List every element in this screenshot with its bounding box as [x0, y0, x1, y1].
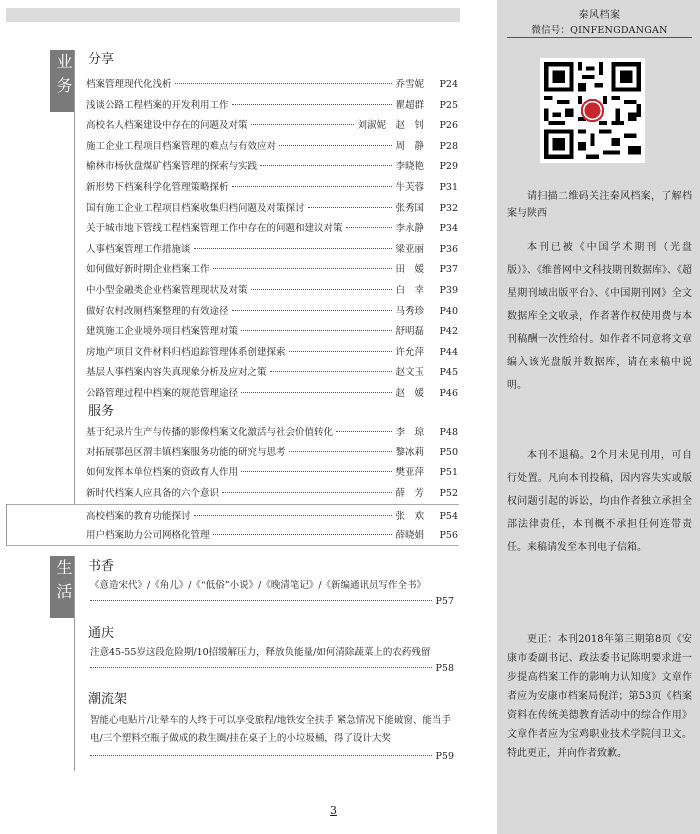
dot-leader — [90, 667, 432, 668]
dot-leader — [251, 124, 355, 125]
dot-leader — [270, 371, 393, 372]
dot-leader — [232, 186, 393, 187]
toc-title: 榆林市杨伙盘煤矿档案管理的探索与实践 — [86, 161, 258, 173]
toc-row[interactable] — [86, 97, 458, 111]
toc-row[interactable] — [86, 303, 458, 317]
toc-author: 薛晓娟 — [395, 530, 424, 541]
chaoliujia-page: P59 — [435, 751, 454, 762]
toc-author: 白 幸 — [395, 285, 424, 296]
magazine-name: 秦风档案 — [578, 10, 621, 21]
toc-row[interactable] — [86, 138, 458, 152]
toc-page: P31 — [439, 182, 458, 193]
dot-leader — [241, 330, 392, 331]
toc-row[interactable] — [86, 444, 458, 458]
heading-fuwu: 服务 — [88, 404, 115, 419]
chaoliujia-entry[interactable] — [90, 712, 454, 766]
dot-leader — [279, 145, 392, 146]
toc-title: 档案管理现代化浅析 — [86, 79, 172, 90]
toc-page: P46 — [439, 388, 458, 399]
toc-title: 国有施工企业工程项目档案收集归档问题及对策探讨 — [86, 202, 305, 214]
toc-row[interactable] — [86, 200, 458, 214]
section-label-life: 生活 — [50, 556, 74, 618]
toc-page: P51 — [439, 467, 458, 478]
toc-row[interactable] — [86, 261, 458, 275]
toc-row[interactable] — [86, 424, 458, 438]
toc-page: P34 — [439, 223, 458, 235]
toc-title: 新时代档案人应具备的六个意识 — [86, 488, 220, 499]
notice-indexing: 本刊已被《中国学术期刊（光盘版）》、《维普网中文科技期刊数据库》、《超星期刊域出版平台》、《中国期刊网》全文数据库全文收录，作者著作权使用费与本刊稿酬一次性给付。如作者不同意将文章编入该光盘版并数据库，请在来稿中说明。 — [507, 242, 692, 391]
toc-author: 樊亚萍 — [395, 467, 424, 478]
box-left-rule — [6, 504, 7, 546]
dot-leader — [90, 600, 432, 601]
shuxiang-entry[interactable] — [90, 578, 454, 610]
toc-title: 浅谈公路工程档案的开发利用工作 — [86, 99, 229, 111]
toc-author: 乔雪妮 — [395, 79, 424, 90]
tongqing-entry[interactable] — [90, 645, 454, 677]
qr-code-icon — [540, 58, 645, 163]
dot-leader — [241, 471, 392, 472]
toc-title: 基层人事档案内容失真现象分析及应对之策 — [86, 367, 267, 379]
toc-title: 用户档案助力公司网格化管理 — [86, 530, 210, 541]
dot-leader — [194, 515, 393, 516]
heading-chaoliujia: 潮流架 — [88, 692, 128, 707]
toc-page: P50 — [439, 447, 458, 458]
section-label-business: 业务 — [50, 50, 74, 112]
toc-author: 瞿超群 — [395, 99, 424, 111]
toc-title: 施工企业工程项目档案管理的难点与有效应对 — [86, 140, 277, 152]
toc-page: P39 — [439, 285, 458, 296]
toc-title: 如何做好新时期企业档案工作 — [86, 264, 210, 276]
dot-leader — [213, 268, 393, 269]
toc-title: 如何发挥本单位档案的资政育人作用 — [86, 467, 239, 478]
toc-author: 梁亚丽 — [395, 243, 424, 255]
heading-tongqing: 通庆 — [88, 626, 115, 641]
dot-leader — [90, 755, 432, 756]
toc-row[interactable] — [86, 344, 458, 358]
dot-leader — [308, 207, 393, 208]
toc-title: 新形势下档案科学化管理策略探析 — [86, 182, 229, 193]
toc-title: 对拓展鄠邑区渭丰镇档案服务功能的研究与思考 — [86, 447, 286, 458]
toc-page: P54 — [439, 511, 458, 522]
toc-row[interactable] — [86, 282, 458, 296]
toc-title: 建筑施工企业境外项目档案管理对策 — [86, 326, 239, 338]
top-bar — [6, 8, 460, 22]
toc-page: P37 — [439, 264, 458, 276]
toc-page: P25 — [439, 99, 458, 111]
dot-leader — [175, 83, 393, 84]
notice-submission: 本刊不退稿。2个月未见刊用，可自行处置。凡向本刊投稿，因内容失实或版权问题引起的诉讼，均由作者独立承担全部法律责任，本刊概不承担任何连带责任。来稿请发至本刊电子信箱。 — [507, 450, 692, 553]
toc-row[interactable] — [86, 179, 458, 193]
toc-title: 公路管理过程中档案的规范管理途径 — [86, 388, 239, 399]
heading-fenxiang: 分享 — [88, 52, 115, 67]
toc-title: 中小型金融类企业档案管理现状及对策 — [86, 285, 248, 296]
toc-author: 许允萍 — [395, 346, 424, 358]
dot-leader — [251, 289, 393, 290]
toc-row[interactable] — [86, 485, 458, 499]
toc-author: 赵 媛 — [395, 388, 424, 399]
toc-row[interactable] — [86, 385, 458, 399]
toc-page: P42 — [439, 326, 458, 338]
toc-page: P24 — [439, 79, 458, 90]
toc-author: 张秀国 — [395, 202, 424, 214]
toc-author: 舒明磊 — [395, 326, 424, 338]
toc-author: 周 静 — [395, 140, 424, 152]
toc-row[interactable] — [86, 76, 458, 90]
toc-row[interactable] — [86, 527, 458, 541]
life-vertical-rule — [74, 556, 75, 771]
toc-page: P40 — [439, 305, 458, 317]
toc-author: 李晓艳 — [395, 161, 424, 173]
wechat-id: 微信号：QINFENGDANGAN — [507, 22, 692, 38]
toc-title: 高校档案的教育功能探讨 — [86, 511, 191, 522]
toc-title: 关于城市地下管线工程档案管理工作中存在的问题和建议对策 — [86, 223, 343, 235]
toc-author: 马秀珍 — [395, 305, 424, 317]
toc-author: 黎冰莉 — [395, 447, 424, 458]
toc-author: 牛芙蓉 — [395, 182, 424, 193]
toc-page: P48 — [439, 427, 458, 438]
toc-row[interactable] — [86, 508, 458, 522]
toc-row[interactable] — [86, 241, 458, 255]
toc-page: P28 — [439, 140, 458, 152]
dot-leader — [289, 351, 393, 352]
toc-author: 刘淑妮 赵 钊 — [357, 120, 424, 132]
dot-leader — [336, 431, 392, 432]
toc-title: 人事档案管理工作措施谈 — [86, 243, 191, 255]
toc-row[interactable] — [86, 364, 458, 378]
correction-notice: 更正：本刊2018年第三期第8页《安康市委副书记、政法委书记陈明要求进一步提高档案工作的影响力认知度》文章作者应为安康市档案局倪洋；第53页《档案资料在传统美德教育活动中的综合作用》文章作者应为宝鸡职业技术学院闫卫文。特此更正，并向作者致歉。 — [507, 634, 692, 759]
dot-leader — [232, 310, 393, 311]
toc-row[interactable] — [86, 323, 458, 337]
dot-leader — [260, 165, 392, 166]
dot-leader — [194, 248, 393, 249]
qr-caption: 请扫描二维码关注秦风档案，了解档案与陕西 — [507, 191, 692, 219]
divider-rule-bottom — [6, 545, 459, 546]
chaoliujia-text: 智能心电贴片/让晕车的人终于可以享受旅程/地铁安全扶手 紧急情况下能破窗、能当手电/三个塑料空瓶子做成的救生圈/挂在桌子上的小垃圾桶，得了设计大奖 — [90, 715, 451, 744]
toc-page: P32 — [439, 202, 458, 214]
toc-author: 赵文玉 — [395, 367, 424, 379]
toc-author: 薛 芳 — [395, 488, 424, 499]
toc-title: 房地产项目文件材料归档追踪管理体系创建探索 — [86, 346, 286, 358]
toc-row[interactable] — [86, 117, 458, 131]
tongqing-text: 注意45-55岁这段危险期/10招缓解压力，释放负能量/如何清除蔬菜上的农药残留 — [90, 647, 431, 658]
toc-page: P44 — [439, 346, 458, 358]
heading-shuxiang: 书香 — [88, 559, 115, 574]
business-vertical-rule — [74, 50, 75, 505]
toc-page: P52 — [439, 488, 458, 499]
dot-leader — [222, 492, 392, 493]
dot-leader — [346, 227, 393, 228]
toc-page: P29 — [439, 161, 458, 173]
toc-author: 李永静 — [395, 223, 424, 235]
toc-row[interactable] — [86, 158, 458, 172]
dot-leader — [213, 534, 393, 535]
page-number: 3 — [330, 804, 337, 817]
shuxiang-page: P57 — [435, 596, 454, 607]
toc-page: P56 — [439, 530, 458, 541]
tongqing-page: P58 — [435, 663, 454, 674]
toc-row[interactable] — [86, 464, 458, 478]
toc-page: P36 — [439, 243, 458, 255]
toc-title: 高校名人档案建设中存在的问题及对策 — [86, 120, 248, 132]
toc-page: P45 — [439, 367, 458, 379]
toc-author: 张 欢 — [395, 511, 424, 522]
dot-leader — [241, 392, 392, 393]
toc-author: 李 琼 — [395, 427, 424, 438]
toc-title: 做好农村改厕档案整理的有效途径 — [86, 305, 229, 317]
toc-row[interactable] — [86, 220, 458, 234]
dot-leader — [232, 104, 393, 105]
divider-rule — [6, 504, 459, 505]
toc-author: 田 媛 — [395, 264, 424, 276]
toc-page: P26 — [439, 120, 458, 132]
shuxiang-text: 《意造宋代》/《角儿》/《“低俗”小说》/《晚清笔记》/《新编通讯员写作全书》 — [90, 580, 427, 591]
toc-title: 基于纪录片生产与传播的影像档案文化激活与社会价值转化 — [86, 427, 334, 438]
dot-leader — [289, 451, 393, 452]
